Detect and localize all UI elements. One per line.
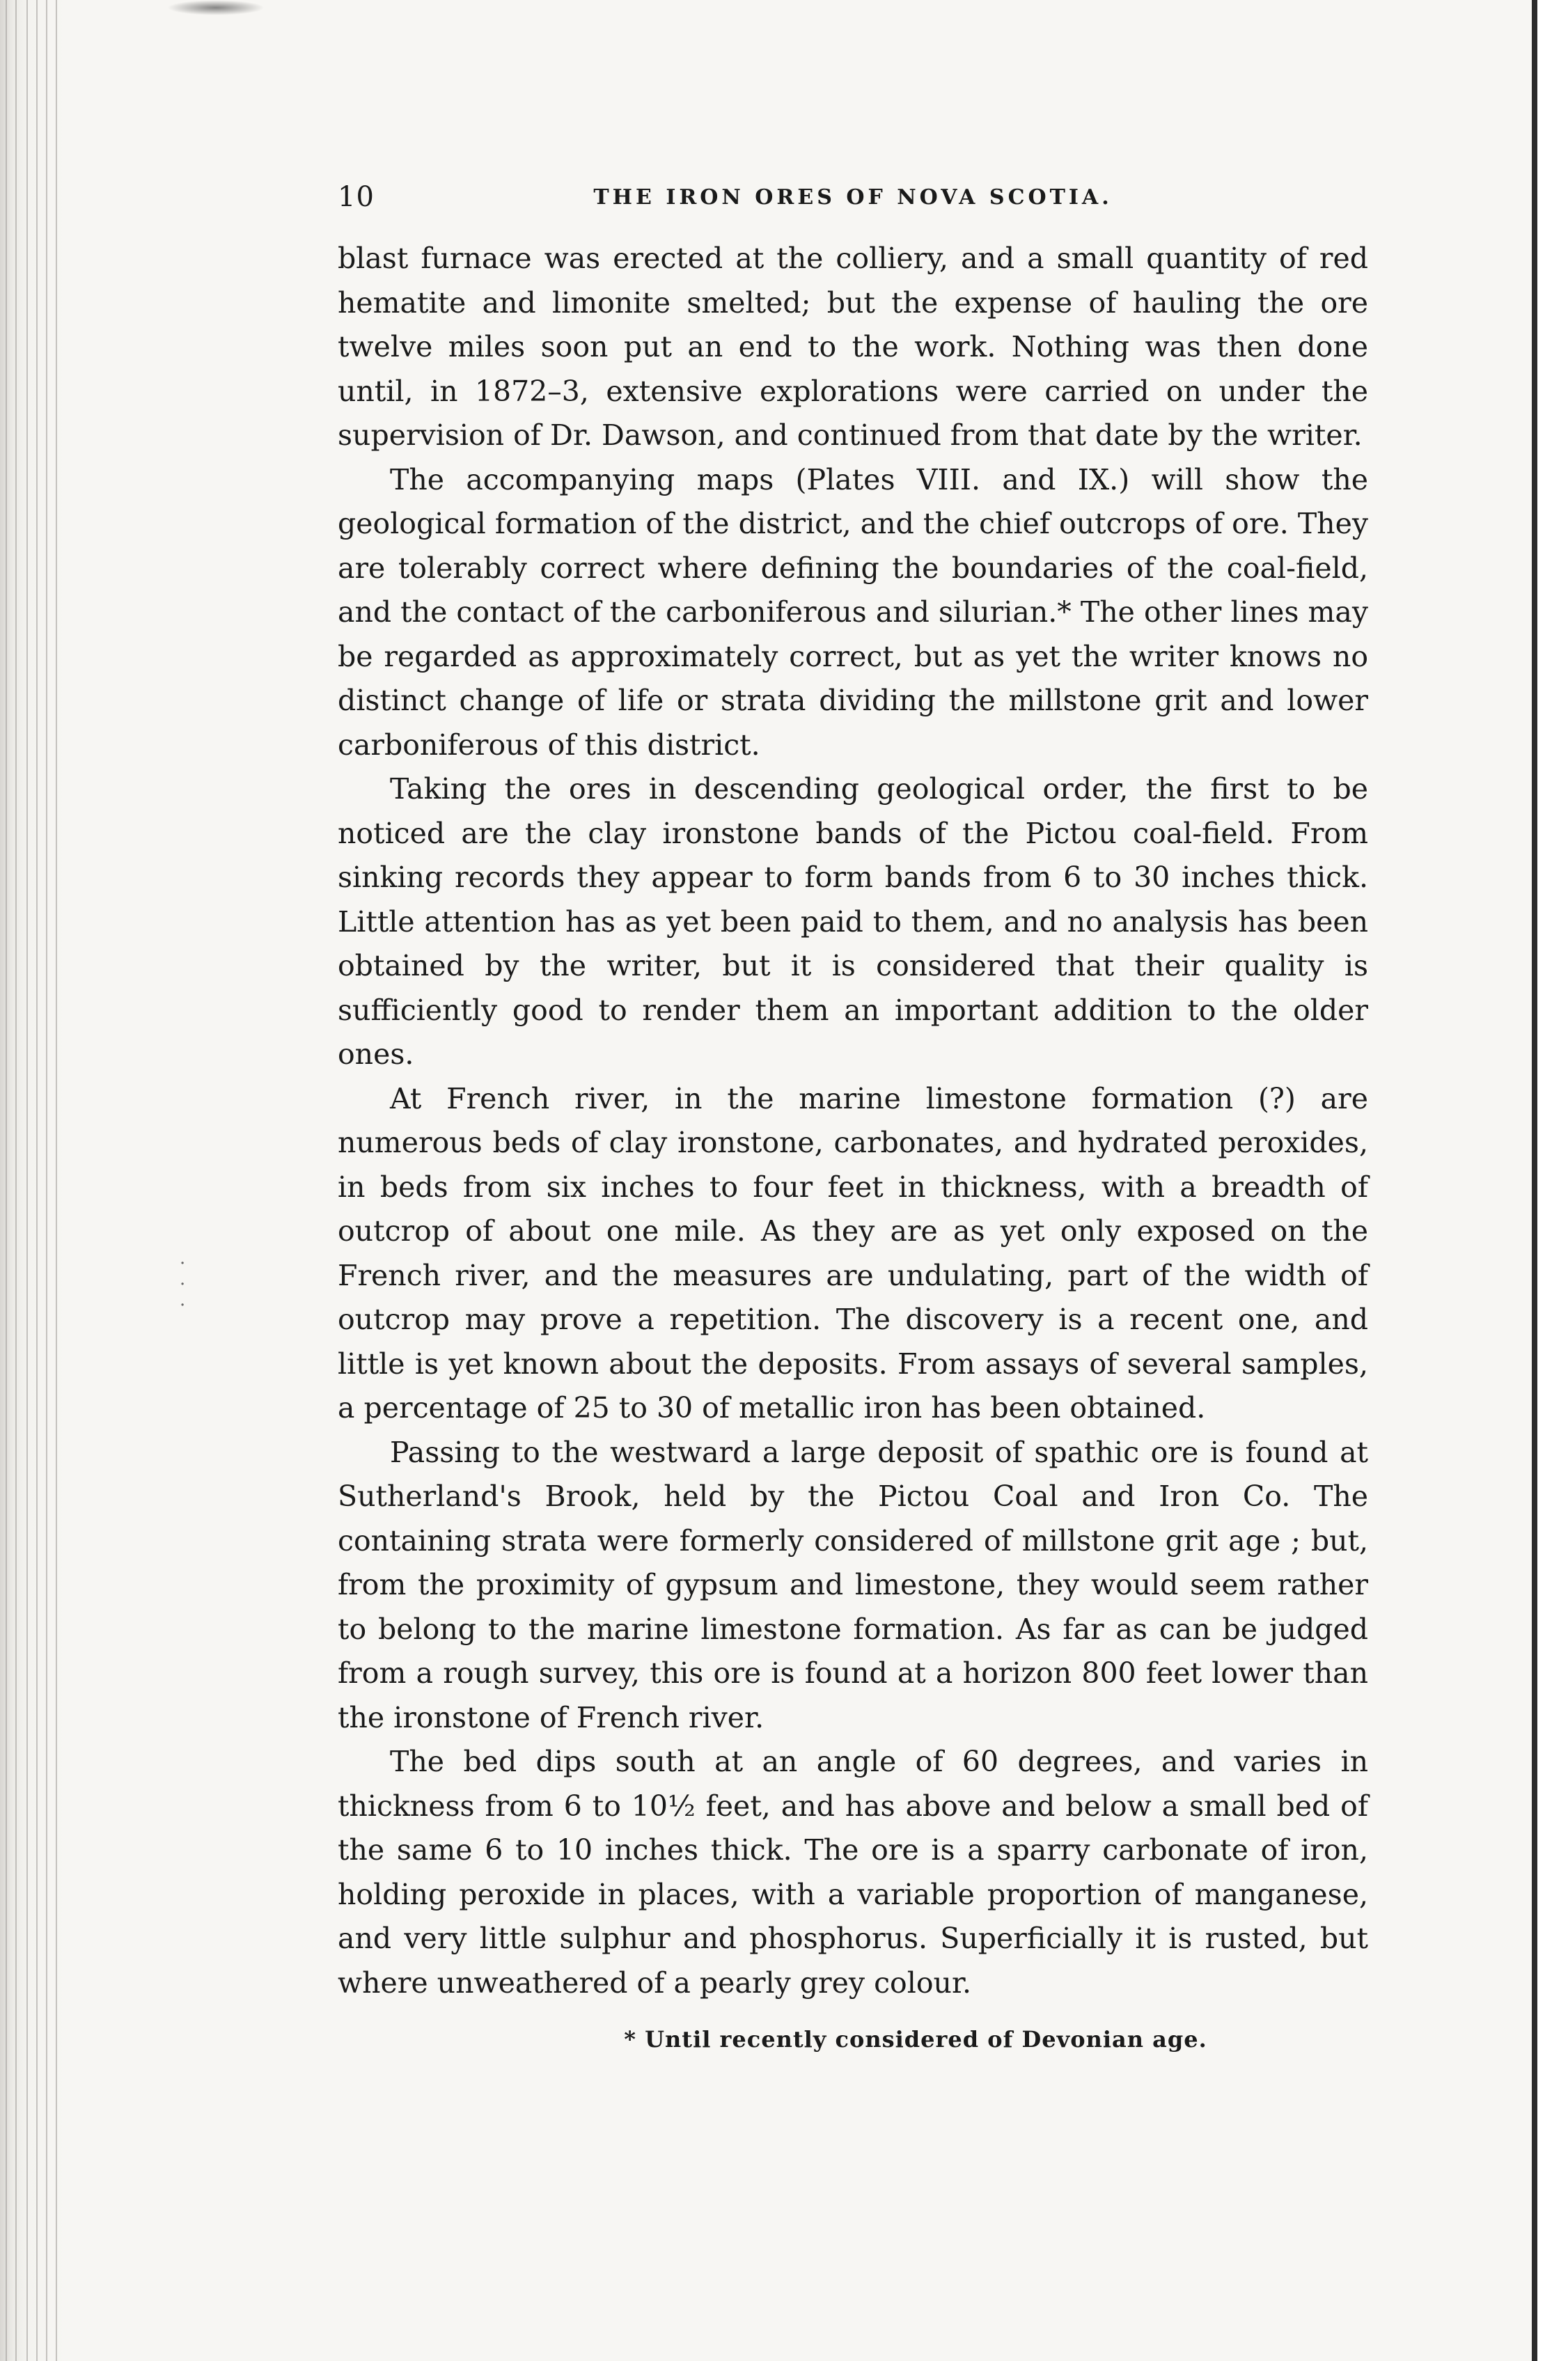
body-text	[338, 237, 1368, 2005]
paragraph: blast furnace was erected at the colliery, and a small quantity of red hematite and limonite smelted; but the expense of hauling the ore twelve miles soon put an end to the work. Nothing was then done until, in 1872–3, extensive explorations were carried on under the supervision of Dr. Dawson, and continued from that date by the writer.	[338, 242, 1368, 452]
scan-edge-line	[36, 0, 38, 2361]
book-page	[338, 181, 1368, 2053]
paragraph: At French river, in the marine limestone formation (?) are numerous beds of clay ironstone, carbonates, and hydrated peroxides, in beds from six inches to four feet in thickness, with a breadth of outcrop of about one mile. As they are as yet only exposed on the French river, and the measures are undulating, part of the width of outcrop may prove a repetition. The discovery is a recent one, and little is yet known about the deposits. From assays of several samples, a percentage of 25 to 30 of metallic iron has been obtained.	[338, 1081, 1368, 1425]
paragraph: The bed dips south at an angle of 60 degrees, and varies in thickness from 6 to 10½ feet, and has above and below a small bed of the same 6 to 10 inches thick. The ore is a sparry carbonate of iron, holding peroxide in places, with a variable proportion of manganese, and very little sulphur and phosphorus. Superficially it is rusted, but where unweathered of a pearly grey colour.	[338, 1745, 1368, 2000]
page-header	[338, 181, 1368, 237]
page-number: 10	[338, 181, 375, 213]
footnote: * Until recently considered of Devonian age.	[624, 2026, 1207, 2053]
scan-right-band	[1533, 0, 1568, 2361]
scan-edge-line	[15, 0, 17, 2361]
scan-edge-line	[26, 0, 28, 2361]
scan-edge-line	[6, 0, 7, 2361]
margin-marks: · · ·	[180, 1253, 186, 1316]
paragraph: The accompanying maps (Plates VIII. and IX.) will show the geological formation of the district, and the chief outcrops of ore. They are tolerably correct where defining the boundaries of the coal-field, and the contact of the carboniferous and silurian.* The other lines may be regarded as approximately correct, but as yet the writer knows no distinct change of life or strata dividing the millstone grit and lower carboniferous of this district.	[338, 462, 1368, 762]
scan-right-edge-line	[1532, 0, 1537, 2361]
scan-smudge	[167, 0, 265, 15]
scan-edge-line	[56, 0, 57, 2361]
paragraph: Taking the ores in descending geological order, the first to be noticed are the clay ironstone bands of the Pictou coal-field. From sinking records they appear to form bands from 6 to 30 inches thick. Little attention has as yet been paid to them, and no analysis has been obtained by the writer, but it is considered that their quality is sufficiently good to render them an important addition to the older ones.	[338, 772, 1368, 1071]
scan-edge-line	[46, 0, 47, 2361]
running-head: THE IRON ORES OF NOVA SCOTIA.	[593, 185, 1113, 210]
paragraph: Passing to the westward a large deposit of spathic ore is found at Sutherland's Brook, held by the Pictou Coal and Iron Co. The containing strata were formerly considered of millstone grit age ; but, from the proximity of gypsum and limestone, they would seem rather to belong to the marine limestone formation. As far as can be judged from a rough survey, this ore is found at a horizon 800 feet lower than the ironstone of French river.	[338, 1435, 1368, 1734]
